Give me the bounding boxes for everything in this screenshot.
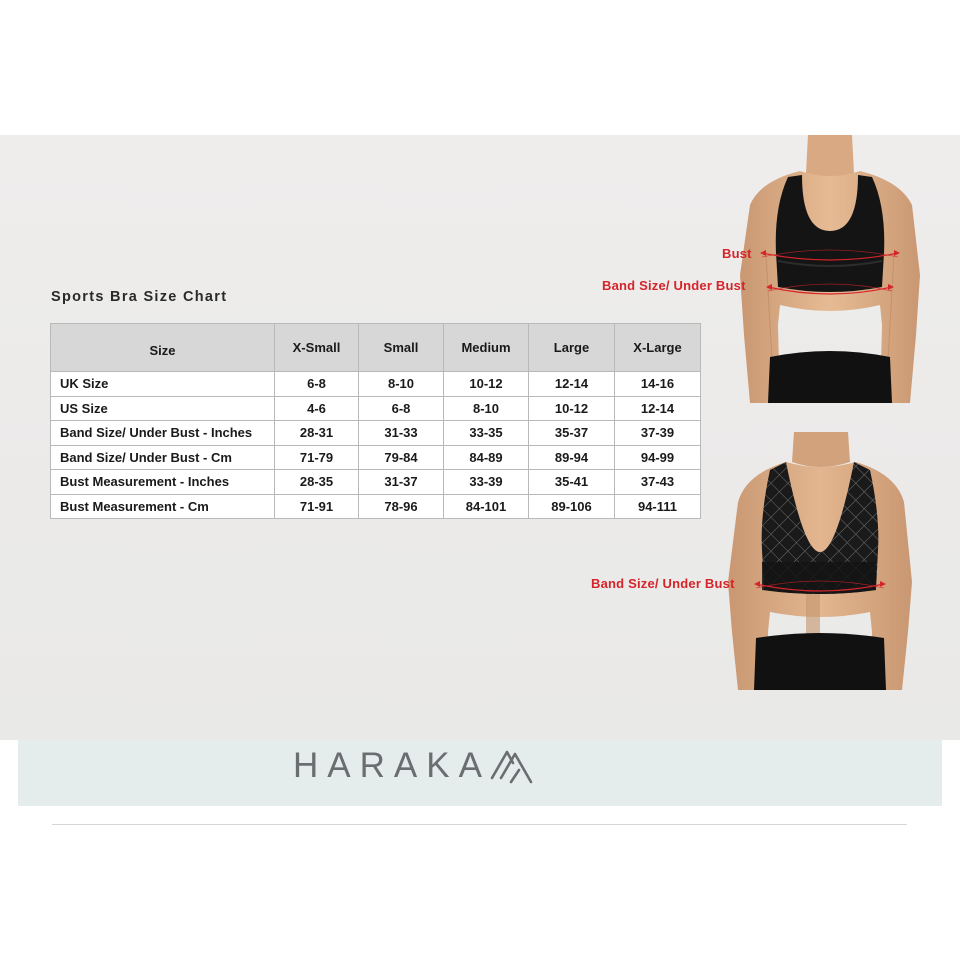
back-torso-illustration [720,432,920,692]
table-row [51,396,701,421]
table-cell: 4-6 [275,396,359,421]
table-cell: 14-16 [615,372,701,397]
table-cell: 10-12 [529,396,615,421]
table-cell: 31-33 [359,421,444,446]
table-cell: 31-37 [359,470,444,495]
table-cell: 78-96 [359,494,444,519]
table-cell: 94-99 [615,445,701,470]
table-cell: 35-37 [529,421,615,446]
brand-name: HARAKA [293,746,491,785]
table-cell: 71-91 [275,494,359,519]
table-cell: 79-84 [359,445,444,470]
table-row [51,494,701,519]
row-label: Band Size/ Under Bust - Inches [51,421,275,446]
table-cell: 28-35 [275,470,359,495]
column-header: Large [529,324,615,372]
table-cell: 89-94 [529,445,615,470]
table-cell: 37-39 [615,421,701,446]
column-header: X-Small [275,324,359,372]
table-row [51,372,701,397]
table-cell: 10-12 [444,372,529,397]
brand-mark-icon [489,746,535,786]
divider [52,824,907,825]
column-header: Size [51,324,275,372]
table-cell: 71-79 [275,445,359,470]
brand-logo [293,744,535,788]
column-header: Small [359,324,444,372]
row-label: Bust Measurement - Cm [51,494,275,519]
table-cell: 33-35 [444,421,529,446]
table-row [51,445,701,470]
row-label: Bust Measurement - Inches [51,470,275,495]
column-header: Medium [444,324,529,372]
table-cell: 6-8 [275,372,359,397]
column-header: X-Large [615,324,701,372]
table-cell: 84-89 [444,445,529,470]
table-cell: 8-10 [444,396,529,421]
front-torso-illustration [730,135,930,405]
table-cell: 8-10 [359,372,444,397]
row-label: Band Size/ Under Bust - Cm [51,445,275,470]
table-cell: 94-111 [615,494,701,519]
table-cell: 6-8 [359,396,444,421]
table-cell: 33-39 [444,470,529,495]
table-cell: 12-14 [529,372,615,397]
chart-title: Sports Bra Size Chart [51,289,228,305]
bust-label: Bust [722,246,752,261]
table-cell: 37-43 [615,470,701,495]
table-cell: 28-31 [275,421,359,446]
table-cell: 35-41 [529,470,615,495]
band-size-label-front: Band Size/ Under Bust [602,278,746,293]
row-label: US Size [51,396,275,421]
table-cell: 12-14 [615,396,701,421]
table-row [51,470,701,495]
table-cell: 84-101 [444,494,529,519]
row-label: UK Size [51,372,275,397]
table-cell: 89-106 [529,494,615,519]
table-row [51,421,701,446]
size-table [50,323,701,519]
band-size-label-back: Band Size/ Under Bust [591,576,735,591]
table-header-row [51,324,701,372]
